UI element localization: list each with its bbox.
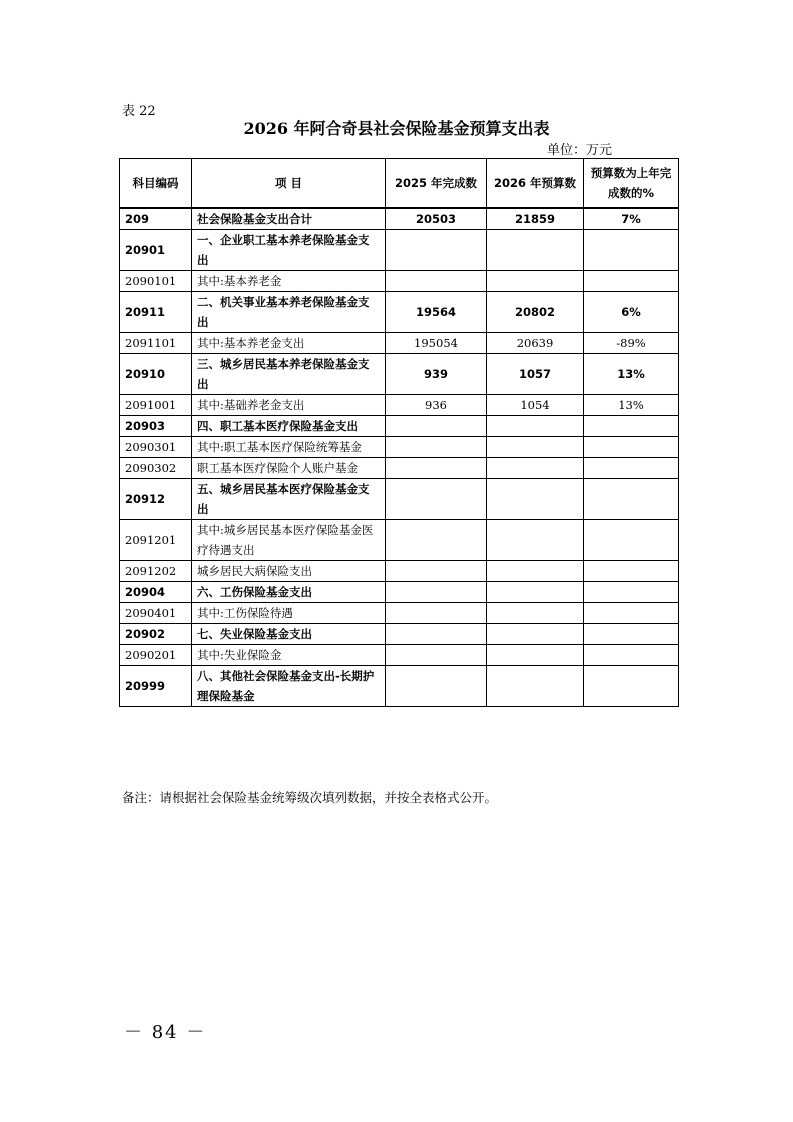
row-item: 社会保险基金支出合计 xyxy=(192,208,386,230)
row-actual-2025 xyxy=(386,437,487,458)
row-ratio xyxy=(584,230,679,271)
row-code: 2091001 xyxy=(120,395,192,416)
table-row xyxy=(120,333,679,354)
row-budget-2026: 20639 xyxy=(487,333,584,354)
page-title: 2026 年阿合奇县社会保险基金预算支出表 xyxy=(243,119,550,138)
row-code: 2091101 xyxy=(120,333,192,354)
row-item: 三、城乡居民基本养老保险基金支出 xyxy=(192,354,386,395)
row-ratio: 13% xyxy=(584,354,679,395)
row-code: 2090302 xyxy=(120,458,192,479)
row-code: 2090101 xyxy=(120,271,192,292)
row-ratio xyxy=(584,458,679,479)
row-ratio: 6% xyxy=(584,292,679,333)
row-budget-2026 xyxy=(487,520,584,561)
header-ratio: 预算数为上年完成数的% xyxy=(584,159,679,209)
row-actual-2025 xyxy=(386,458,487,479)
table-row xyxy=(120,395,679,416)
row-actual-2025: 195054 xyxy=(386,333,487,354)
row-item: 其中:城乡居民基本医疗保险基金医疗待遇支出 xyxy=(192,520,386,561)
unit-label: 单位：万元 xyxy=(547,143,613,158)
row-item: 其中:失业保险金 xyxy=(192,645,386,666)
row-budget-2026 xyxy=(487,624,584,645)
table-row xyxy=(120,645,679,666)
row-item: 六、工伤保险基金支出 xyxy=(192,582,386,603)
row-code: 2090401 xyxy=(120,603,192,624)
row-actual-2025 xyxy=(386,230,487,271)
row-ratio xyxy=(584,520,679,561)
row-ratio: -89% xyxy=(584,333,679,354)
table-label: 表 22 xyxy=(122,104,156,119)
row-item: 四、职工基本医疗保险基金支出 xyxy=(192,416,386,437)
row-budget-2026 xyxy=(487,561,584,582)
table-row xyxy=(120,354,679,395)
row-ratio xyxy=(584,416,679,437)
row-budget-2026 xyxy=(487,271,584,292)
row-code: 20912 xyxy=(120,479,192,520)
row-item: 其中:基本养老金 xyxy=(192,271,386,292)
row-item: 其中:基本养老金支出 xyxy=(192,333,386,354)
row-actual-2025 xyxy=(386,416,487,437)
row-item: 城乡居民大病保险支出 xyxy=(192,561,386,582)
row-actual-2025 xyxy=(386,582,487,603)
row-ratio xyxy=(584,582,679,603)
table-note: 备注：请根据社会保险基金统筹级次填列数据，并按全表格式公开。 xyxy=(122,790,498,805)
row-actual-2025: 939 xyxy=(386,354,487,395)
row-ratio xyxy=(584,479,679,520)
budget-table xyxy=(119,158,679,707)
row-ratio xyxy=(584,603,679,624)
row-code: 20901 xyxy=(120,230,192,271)
table-row xyxy=(120,582,679,603)
row-actual-2025 xyxy=(386,561,487,582)
header-code: 科目编码 xyxy=(120,159,192,209)
row-code: 20902 xyxy=(120,624,192,645)
row-actual-2025 xyxy=(386,271,487,292)
row-code: 20903 xyxy=(120,416,192,437)
table-row xyxy=(120,271,679,292)
row-ratio xyxy=(584,271,679,292)
row-code: 20911 xyxy=(120,292,192,333)
row-actual-2025 xyxy=(386,645,487,666)
table-row xyxy=(120,230,679,271)
row-item: 其中:工伤保险待遇 xyxy=(192,603,386,624)
page-number: － 84 － xyxy=(124,1022,207,1043)
table-row xyxy=(120,603,679,624)
table-row xyxy=(120,458,679,479)
row-budget-2026 xyxy=(487,479,584,520)
row-actual-2025 xyxy=(386,479,487,520)
table-row xyxy=(120,437,679,458)
row-code: 20910 xyxy=(120,354,192,395)
row-code: 2090201 xyxy=(120,645,192,666)
row-code: 209 xyxy=(120,208,192,230)
header-budget-2026: 2026 年预算数 xyxy=(487,159,584,209)
row-ratio xyxy=(584,645,679,666)
table-row xyxy=(120,292,679,333)
row-ratio xyxy=(584,561,679,582)
table-row xyxy=(120,624,679,645)
row-ratio xyxy=(584,624,679,645)
row-ratio: 13% xyxy=(584,395,679,416)
row-code: 2090301 xyxy=(120,437,192,458)
row-budget-2026 xyxy=(487,666,584,707)
row-budget-2026 xyxy=(487,437,584,458)
row-budget-2026: 21859 xyxy=(487,208,584,230)
row-budget-2026 xyxy=(487,458,584,479)
row-item: 其中:职工基本医疗保险统筹基金 xyxy=(192,437,386,458)
row-budget-2026: 1057 xyxy=(487,354,584,395)
row-actual-2025 xyxy=(386,603,487,624)
row-code: 20999 xyxy=(120,666,192,707)
row-item: 其中:基础养老金支出 xyxy=(192,395,386,416)
row-budget-2026 xyxy=(487,645,584,666)
row-actual-2025: 20503 xyxy=(386,208,487,230)
row-item: 二、机关事业基本养老保险基金支出 xyxy=(192,292,386,333)
table-row xyxy=(120,208,679,230)
header-item: 项 目 xyxy=(192,159,386,209)
row-actual-2025 xyxy=(386,520,487,561)
row-item: 一、企业职工基本养老保险基金支出 xyxy=(192,230,386,271)
row-actual-2025 xyxy=(386,666,487,707)
table-header-row xyxy=(120,159,679,209)
row-budget-2026 xyxy=(487,230,584,271)
row-item: 职工基本医疗保险个人账户基金 xyxy=(192,458,386,479)
row-budget-2026: 1054 xyxy=(487,395,584,416)
table-row xyxy=(120,416,679,437)
table-row xyxy=(120,561,679,582)
row-item: 五、城乡居民基本医疗保险基金支出 xyxy=(192,479,386,520)
row-actual-2025: 19564 xyxy=(386,292,487,333)
row-budget-2026 xyxy=(487,416,584,437)
row-actual-2025: 936 xyxy=(386,395,487,416)
row-code: 2091201 xyxy=(120,520,192,561)
row-item: 七、失业保险基金支出 xyxy=(192,624,386,645)
row-ratio: 7% xyxy=(584,208,679,230)
row-budget-2026 xyxy=(487,582,584,603)
row-item: 八、其他社会保险基金支出-长期护理保险基金 xyxy=(192,666,386,707)
row-code: 20904 xyxy=(120,582,192,603)
table-row xyxy=(120,666,679,707)
row-ratio xyxy=(584,666,679,707)
table-row xyxy=(120,479,679,520)
row-actual-2025 xyxy=(386,624,487,645)
row-budget-2026: 20802 xyxy=(487,292,584,333)
row-code: 2091202 xyxy=(120,561,192,582)
table-row xyxy=(120,520,679,561)
row-budget-2026 xyxy=(487,603,584,624)
header-actual-2025: 2025 年完成数 xyxy=(386,159,487,209)
row-ratio xyxy=(584,437,679,458)
